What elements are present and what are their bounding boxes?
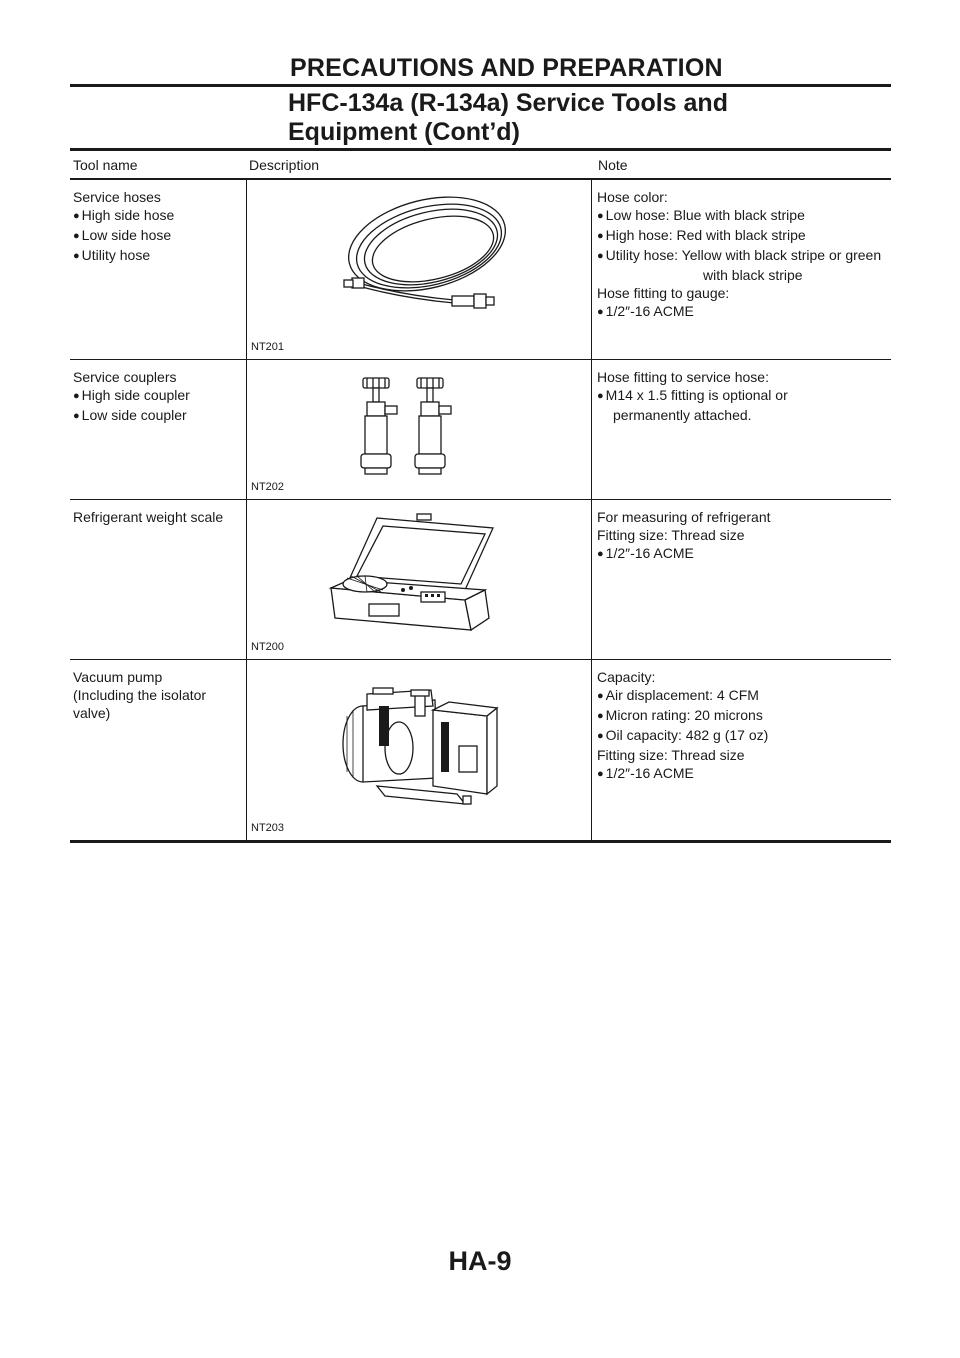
column-header-description: Description [249,156,320,173]
tool-name-cell [70,360,246,499]
note-cell [592,500,891,659]
description-cell [246,180,592,359]
table-bottom-rule [70,840,891,843]
note-line: ● 1/2″-16 ACME [597,302,891,322]
column-header-tool-name: Tool name [73,156,138,173]
subtitle-line-2: Equipment (Cont’d) [288,118,520,146]
description-cell [246,500,592,659]
page-number: HA-9 [448,1246,512,1276]
figure-code: NT203 [251,822,285,834]
note-line: ● Air displacement: 4 CFM [597,686,891,706]
figure-code: NT201 [251,341,285,353]
service-hoses-icon [342,192,512,317]
table-row-weight-scale [70,500,891,659]
page-subtitle [288,89,728,147]
tool-item: ● Utility hose [73,246,246,266]
column-header-note: Note [598,156,628,173]
service-tools-table [70,148,891,843]
tool-name: valve) [73,705,111,721]
tool-item: ● Low side coupler [73,406,246,426]
tool-name: Vacuum pump [73,669,163,685]
note-cell [592,660,891,840]
note-line: ● Oil capacity: 482 g (17 oz) [597,726,891,746]
tool-item: ● High side hose [73,206,246,226]
note-line: ● Low hose: Blue with black stripe [597,206,891,226]
note-line: Fitting size: Thread size [597,527,745,543]
note-line: Hose fitting to service hose: [597,369,769,385]
figure-code: NT202 [251,481,285,493]
note-line: ● Micron rating: 20 microns [597,706,891,726]
table-row-service-hoses [70,180,891,359]
service-couplers-icon [359,374,469,479]
weight-scale-icon [325,512,525,637]
note-cell [592,360,891,499]
table-header-row [70,151,891,178]
description-cell [246,660,592,840]
note-line: ● 1/2″-16 ACME [597,764,891,784]
note-line: For measuring of refrigerant [597,509,771,525]
tool-item: ● Low side hose [73,226,246,246]
note-line: ● 1/2″-16 ACME [597,544,891,564]
tool-name-cell [70,660,246,840]
note-line: Hose fitting to gauge: [597,285,730,301]
table-row-service-couplers [70,360,891,499]
section-title: PRECAUTIONS AND PREPARATION [290,54,723,82]
note-line: Capacity: [597,669,656,685]
header-rule [70,84,891,87]
tool-item: ● High side coupler [73,386,246,406]
tool-name: Service couplers [73,369,177,385]
tool-name-cell [70,180,246,359]
tool-name: (Including the isolator [73,687,207,703]
note-line: with black stripe [703,267,803,283]
note-line: Hose color: [597,189,668,205]
note-line: Fitting size: Thread size [597,747,745,763]
note-line: permanently attached. [613,407,752,423]
subtitle-line-1: HFC-134a (R-134a) Service Tools and [288,89,728,117]
tool-name: Refrigerant weight scale [73,509,224,525]
note-line: ● High hose: Red with black stripe [597,226,891,246]
description-cell [246,360,592,499]
vacuum-pump-icon [337,686,507,816]
figure-code: NT200 [251,641,285,653]
note-line: ● M14 x 1.5 fitting is optional or [597,386,891,406]
note-line: ● Utility hose: Yellow with black stripe or green [597,246,891,266]
tool-name-cell [70,500,246,659]
table-row-vacuum-pump [70,660,891,840]
note-cell [592,180,891,359]
tool-name: Service hoses [73,189,161,205]
